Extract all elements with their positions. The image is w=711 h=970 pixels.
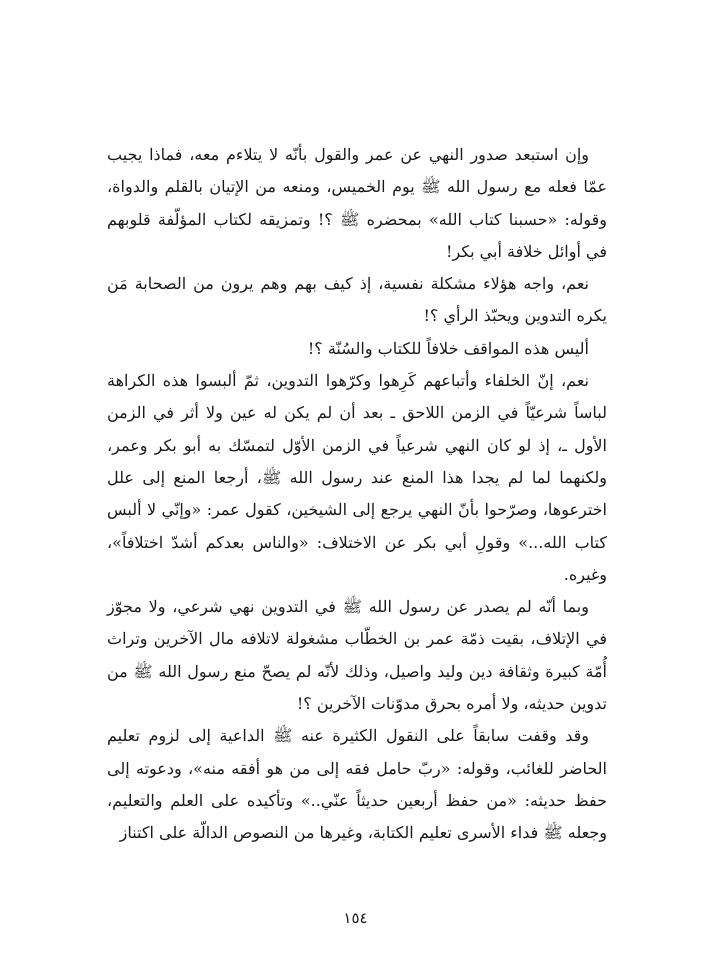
paragraph-6: وقد وقفت سابقاً على النقول الكثيرة عنه ﷺ الداعية إلى لزوم تعليم الحاضر للغائب، وقوله: «ربّ حامل فقه إلى من هو أفقه منه»، ودعوته إلى حفظ حديثه: «من حفظ أربعين حديثاً عنّي..» وتأكيده على العلم والتعليم، وجعله ﷺ فداء الأسرى تعليم الكتابة، وغيرها من النصوص الدالّة على اكتناز	[107, 726, 607, 843]
paragraph-1: وإن استبعد صدور النهي عن عمر والقول بأنّه لا يتلاءم معه، فماذا يجيب عمّا فعله مع رسول الله ﷺ يوم الخميس، ومنعه من الإتيان بالقلم والدواة، وقوله: «حسبنا كتاب الله» بمحضره ﷺ ؟! وتمزيقه لكتاب المؤلّفة قلوبهم في أوائل خلافة أبي بكر!	[107, 145, 607, 261]
paragraph-3: أليس هذه المواقف خلافاً للكتاب والسُنّة ؟!	[307, 338, 589, 358]
paragraph-4: نعم، إنّ الخلفاء وأتباعهم كَرِهوا وكرّهوا التدوين، ثمّ ألبسوا هذه الكراهة لباساً شرعيّاً في الزمن اللاحق ـ بعد أن لم يكن له عين ولا أثر في الزمن الأول ـ، إذ لو كان النهي شرعياً في الزمن الأوّل لتمسّك به أبو بكر وعمر، ولكنهما لما لم يجدا هذا المنع عند رسول الله ﷺ، أرجعا المنع إلى علل اخترعوها، وصرّحوا بأنّ النهي يرجع إلى الشيخين، كقول عمر: «وإنّي لا ألبس كتاب الله...» وقولِ أبي بكر عن الاختلاف: «والناس بعدكم أشدّ اختلافاً»، وغيره.	[107, 371, 607, 584]
paragraph-5: وبما أنّه لم يصدر عن رسول الله ﷺ في التدوين نهي شرعي، ولا مجوّز في الإتلاف، بقيت ذمّة عمر بن الخطّاب مشغولة لاتلافه مال الآخرين وتراث أُمّة كبيرة وثقافة دين وليد واصيل، وذلك لأنّه لم يصحّ منع رسول الله ﷺ من تدوين حديثه، ولا أمره بحرق مدوّنات الآخرين ؟!	[107, 597, 608, 714]
page-number: ١٥٤	[343, 909, 368, 927]
body-text	[107, 139, 607, 850]
paragraph-2: نعم، واجه هؤلاء مشكلة نفسية، إذ كيف بهم وهم يرون من الصحابة مَن يكره التدوين ويحبّذ الرأي ؟!	[107, 274, 607, 326]
